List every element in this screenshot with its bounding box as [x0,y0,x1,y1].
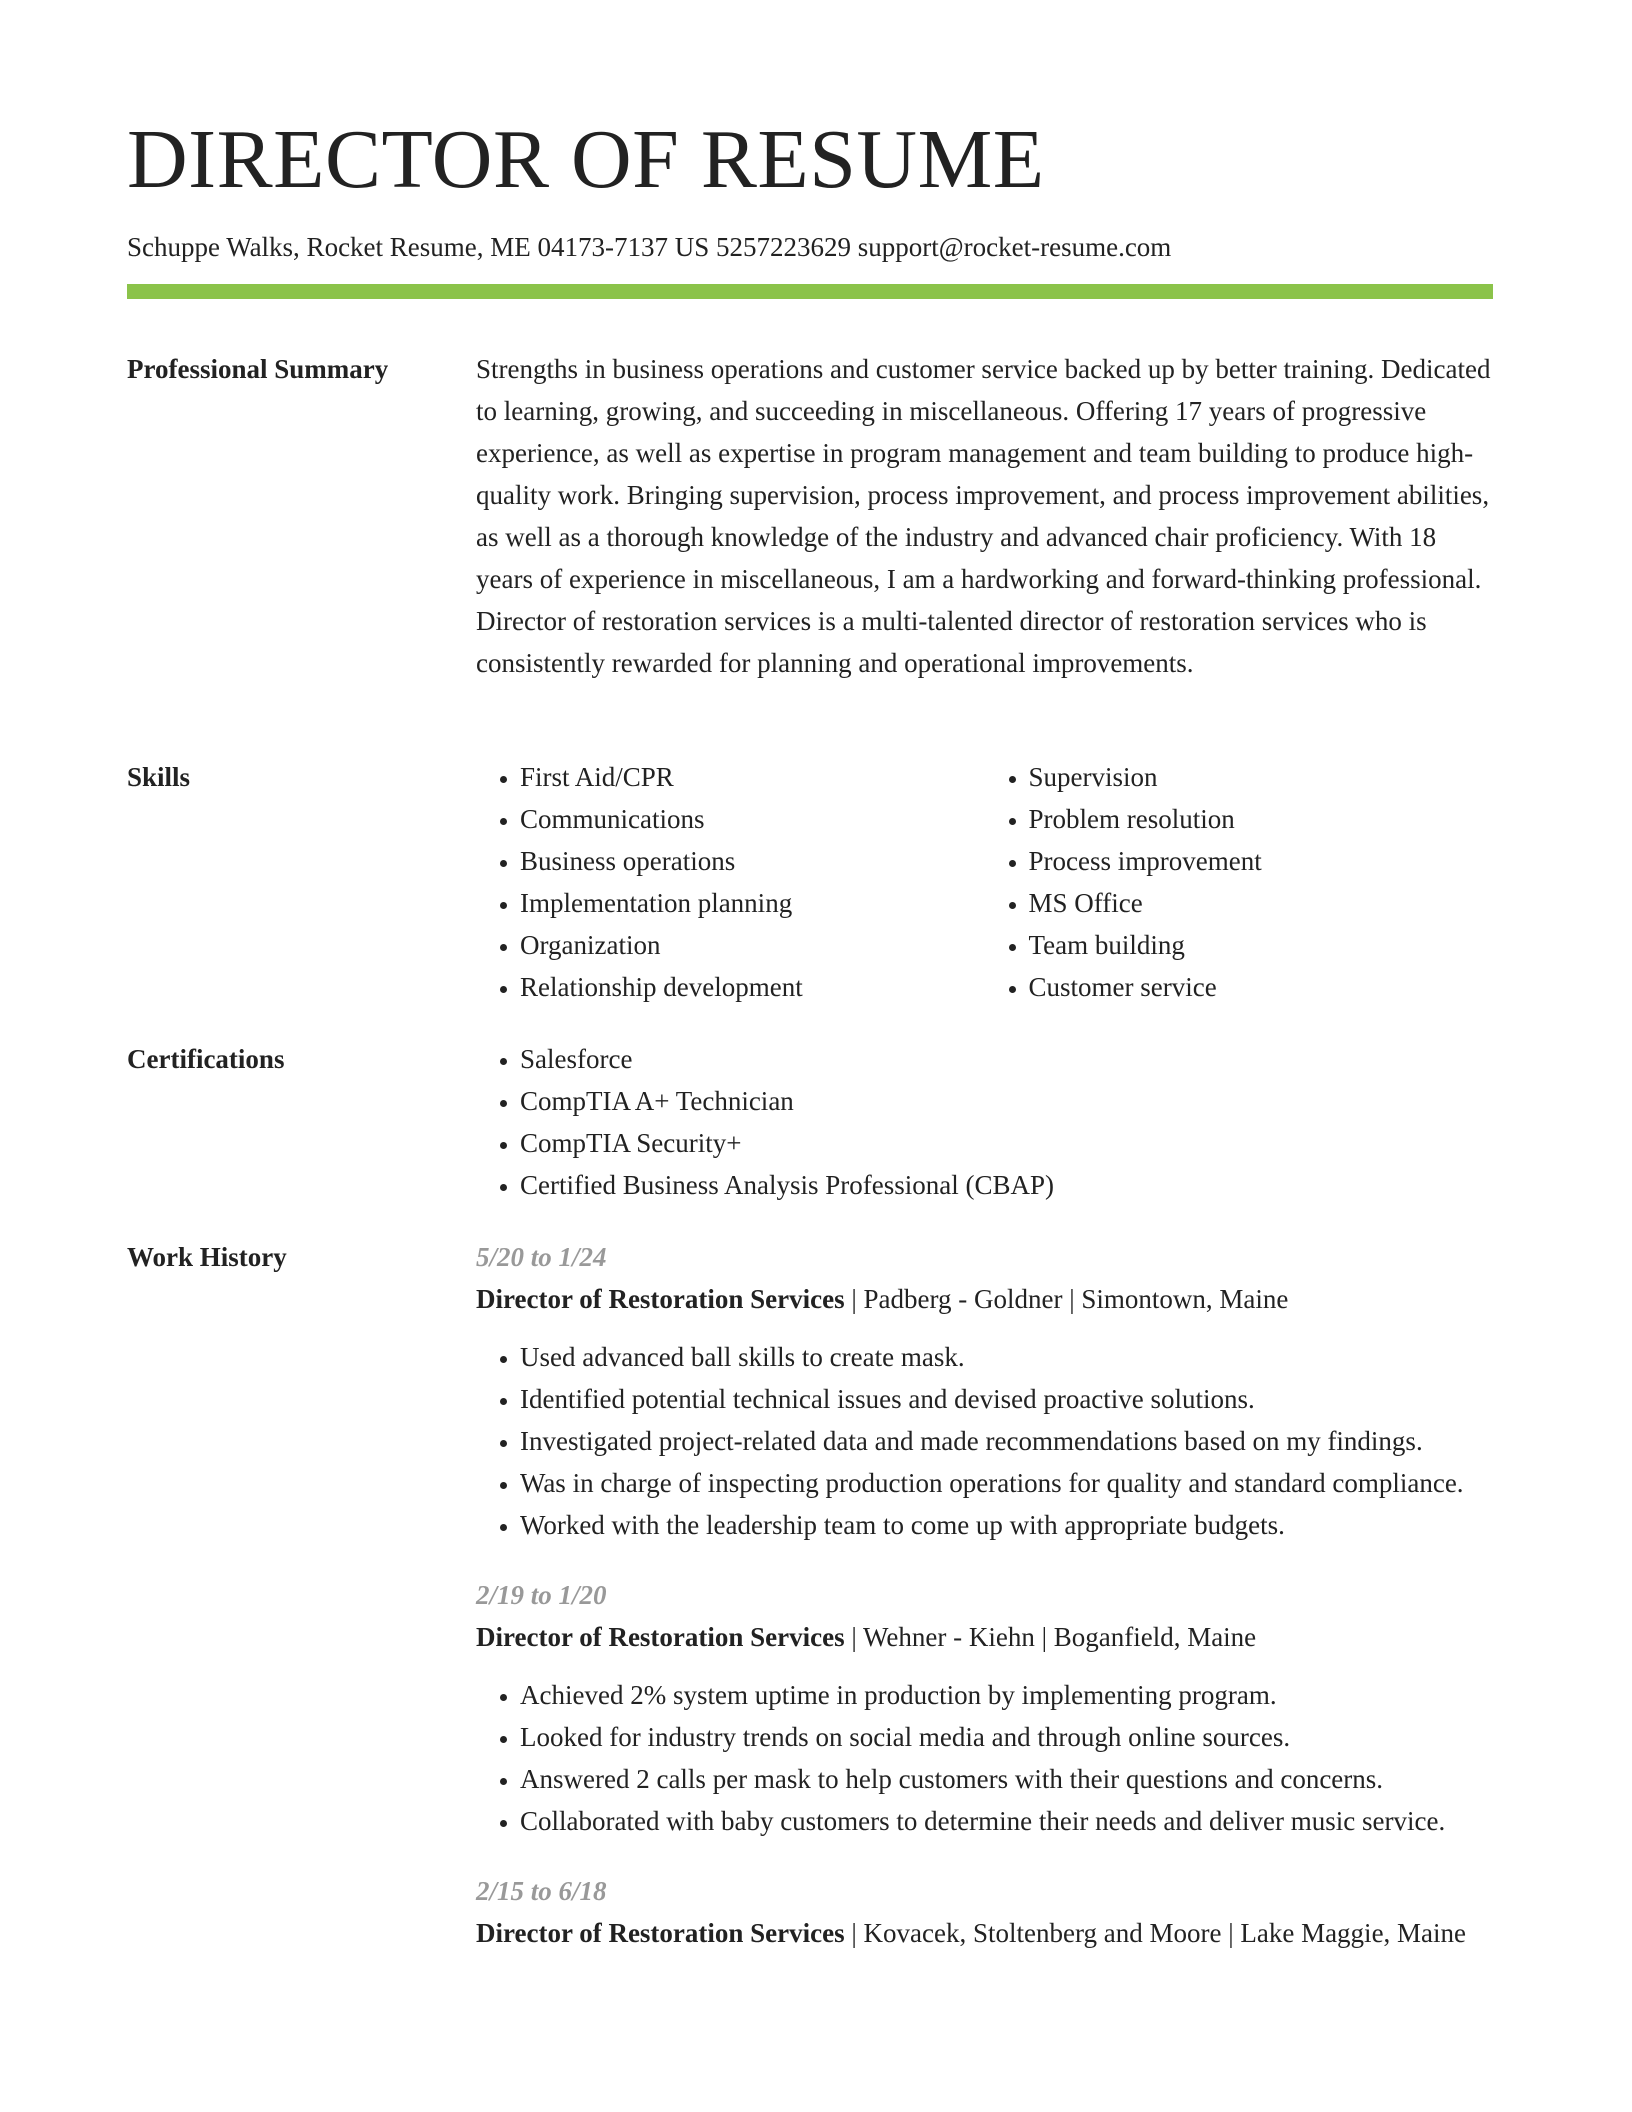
skill-item: • Customer service [1029,966,1494,1008]
job-dates: 5/20 to 1/24 [476,1242,607,1272]
skills-label: Skills [127,762,191,792]
skill-item: • Business operations [520,840,985,882]
skill-item: • First Aid/CPR [520,756,985,798]
job-details: | Padberg - Goldner | Simontown, Maine [844,1284,1289,1314]
job-entry [476,1870,1493,1954]
skill-item: • Relationship development [520,966,985,1008]
job-entry [476,1574,1493,1842]
job-bullet: • Was in charge of inspecting production operations for quality and standard compliance. [520,1462,1493,1504]
certification-item: • Salesforce [520,1038,1493,1080]
job-title: Director of Restoration Services [476,1284,845,1314]
job-bullet: • Used advanced ball skills to create mask. [520,1336,1493,1378]
skills-list-left [476,756,985,1008]
certification-item: • CompTIA A+ Technician [520,1080,1493,1122]
job-entry [476,1236,1493,1546]
skill-item: • Supervision [1029,756,1494,798]
skill-item: • Communications [520,798,985,840]
job-dates: 2/15 to 6/18 [476,1876,607,1906]
job-dates: 2/19 to 1/20 [476,1580,607,1610]
certification-item: • CompTIA Security+ [520,1122,1493,1164]
summary-label: Professional Summary [127,354,389,384]
job-details: | Kovacek, Stoltenberg and Moore | Lake Maggie, Maine [844,1918,1467,1948]
job-bullet: • Answered 2 calls per mask to help customers with their questions and concerns. [520,1758,1493,1800]
job-bullets [476,1336,1493,1546]
job-bullet: • Achieved 2% system uptime in production by implementing program. [520,1674,1493,1716]
job-title: Director of Restoration Services [476,1622,845,1652]
job-title: Director of Restoration Services [476,1918,845,1948]
skill-item: • Implementation planning [520,882,985,924]
skill-item: • MS Office [1029,882,1494,924]
certifications-list [476,1038,1493,1206]
job-heading [476,1912,1493,1954]
job-heading [476,1616,1493,1658]
job-bullet: • Investigated project-related data and made recommendations based on my findings. [520,1420,1493,1462]
skill-item: • Team building [1029,924,1494,966]
job-bullet: • Identified potential technical issues and devised proactive solutions. [520,1378,1493,1420]
job-details: | Wehner - Kiehn | Boganfield, Maine [844,1622,1257,1652]
header-divider [127,284,1493,299]
job-bullet: • Collaborated with baby customers to determine their needs and deliver music service. [520,1800,1493,1842]
certification-item: • Certified Business Analysis Professional (CBAP) [520,1164,1493,1206]
work-history-label: Work History [127,1242,287,1272]
summary-text: Strengths in business operations and customer service backed up by better training. Dedicated to learning, growing, and succeeding in miscellaneous. Offering 17 years of progressive experience, as well as expertise in program management and team building to produce high-quality work. Bringing supervision, process improvement, and process improvement abilities, as well as a thorough knowledge of the industry and advanced chair proficiency. With 18 years of experience in miscellaneous, I am a hardworking and forward-thinking professional. Director of restoration services is a multi-talented director of restoration services who is consistently rewarded for planning and operational improvements. [476,354,1491,678]
skills-list-right [985,756,1494,1008]
job-heading [476,1278,1493,1320]
contact-line: Schuppe Walks, Rocket Resume, ME 04173-7137 US 5257223629 support@rocket-resume.com [127,232,1172,262]
job-bullets [476,1674,1493,1842]
certifications-label: Certifications [127,1044,285,1074]
skill-item: • Organization [520,924,985,966]
job-bullet: • Worked with the leadership team to come up with appropriate budgets. [520,1504,1493,1546]
job-bullet: • Looked for industry trends on social media and through online sources. [520,1716,1493,1758]
skill-item: • Process improvement [1029,840,1494,882]
skill-item: • Problem resolution [1029,798,1494,840]
resume-name: DIRECTOR OF RESUME [127,113,1045,206]
